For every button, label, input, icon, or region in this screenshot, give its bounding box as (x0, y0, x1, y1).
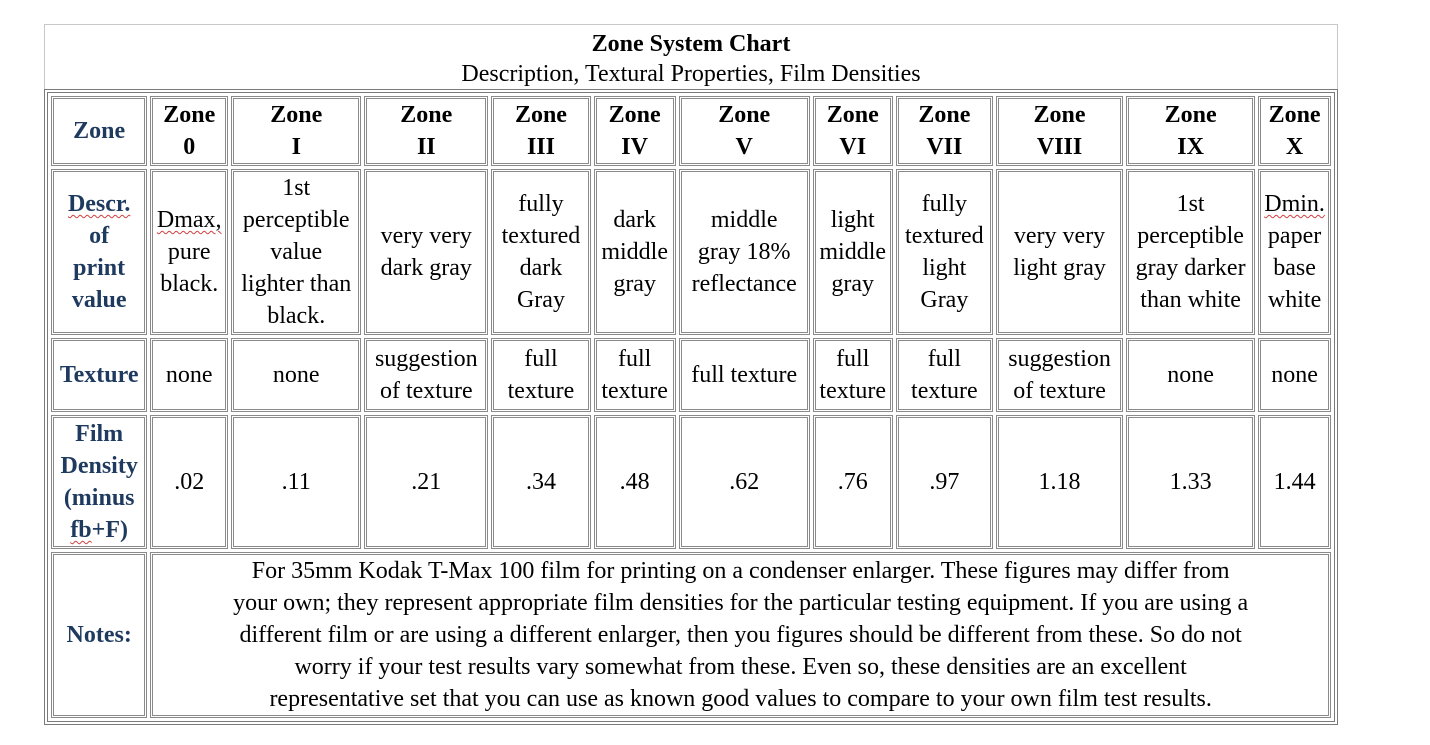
description-cell: fully textured light Gray (896, 169, 993, 335)
density-cell: .21 (364, 415, 488, 549)
description-cell: 1st perceptible value lighter than black. (231, 169, 361, 335)
zone-row-label: Zone (51, 96, 147, 166)
texture-cell: none (231, 338, 361, 412)
notes-text: For 35mm Kodak T-Max 100 film for printing on a condenser enlarger. These figures may differ from your own; they represent appropriate film densities for the particular testing equipment. If you are using a different film or are using a different enlarger, then you figures should be different from these. So do not worry if your test results vary somewhat from these. Even so, these densities are an excellent representative set that you can use as known good values to compare to your own film test results. (150, 552, 1331, 718)
zone-header-cell: Zone IX (1126, 96, 1255, 166)
zone-header-cell: Zone I (231, 96, 361, 166)
texture-cell: none (1126, 338, 1255, 412)
density-cell: .97 (896, 415, 993, 549)
zone-system-table (44, 89, 1338, 725)
zone-header-cell: Zone V (679, 96, 810, 166)
zone-header-row (51, 96, 1331, 166)
description-cell: dark middle gray (594, 169, 676, 335)
density-cell: .34 (491, 415, 590, 549)
table-caption (44, 24, 1338, 89)
texture-cell: full texture (896, 338, 993, 412)
description-cell: light middle gray (813, 169, 893, 335)
texture-cell: none (150, 338, 228, 412)
texture-cell: full texture (679, 338, 810, 412)
zone-header-cell: Zone II (364, 96, 488, 166)
density-cell: 1.33 (1126, 415, 1255, 549)
description-cell: Dmin. paper base white (1258, 169, 1331, 335)
description-cell: fully textured dark Gray (491, 169, 590, 335)
texture-cell: full texture (594, 338, 676, 412)
texture-cell: full texture (813, 338, 893, 412)
notes-row-label: Notes: (51, 552, 147, 718)
notes-row (51, 552, 1331, 718)
texture-cell: none (1258, 338, 1331, 412)
zone-header-cell: Zone III (491, 96, 590, 166)
density-cell: .48 (594, 415, 676, 549)
texture-row (51, 338, 1331, 412)
texture-cell: suggestion of texture (364, 338, 488, 412)
density-cell: .11 (231, 415, 361, 549)
zone-system-document (44, 24, 1338, 725)
density-cell: .02 (150, 415, 228, 549)
zone-header-cell: Zone X (1258, 96, 1331, 166)
density-cell: .76 (813, 415, 893, 549)
texture-cell: full texture (491, 338, 590, 412)
film-density-row (51, 415, 1331, 549)
density-cell: 1.18 (996, 415, 1123, 549)
description-cell: middle gray 18% reflectance (679, 169, 810, 335)
texture-row-label: Texture (51, 338, 147, 412)
zone-header-cell: Zone 0 (150, 96, 228, 166)
zone-header-cell: Zone VI (813, 96, 893, 166)
chart-subtitle: Description, Textural Properties, Film Densities (461, 61, 921, 87)
description-row-label: Descr. of print value (51, 169, 147, 335)
zone-header-cell: Zone VII (896, 96, 993, 166)
chart-title: Zone System Chart (591, 31, 791, 57)
description-cell: very very dark gray (364, 169, 488, 335)
description-cell: very very light gray (996, 169, 1123, 335)
density-cell: 1.44 (1258, 415, 1331, 549)
density-cell: .62 (679, 415, 810, 549)
zone-header-cell: Zone VIII (996, 96, 1123, 166)
zone-header-cell: Zone IV (594, 96, 676, 166)
texture-cell: suggestion of texture (996, 338, 1123, 412)
description-row (51, 169, 1331, 335)
film-density-row-label: Film Density (minus fb+F) (51, 415, 147, 549)
description-cell: Dmax, pure black. (150, 169, 228, 335)
description-cell: 1st perceptible gray darker than white (1126, 169, 1255, 335)
